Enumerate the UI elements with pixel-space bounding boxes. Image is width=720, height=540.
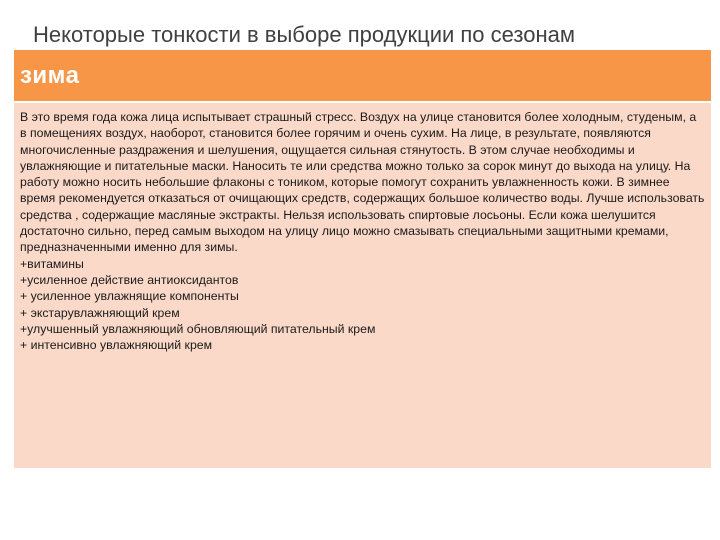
product-list xyxy=(20,256,705,354)
product-list-item: +улучшенный увлажняющий обновляющий питательный крем xyxy=(20,321,376,336)
product-list-item: + усиленное увлажнящие компоненты xyxy=(20,289,239,304)
product-list-item: +усиленное действие антиоксидантов xyxy=(20,272,239,287)
season-description: В это время года кожа лица испытывает страшный стресс. Воздух на улице становится более холодным, студеным, а в помещениях воздух, наоборот, становится более горячим и очень сухим. На лице, в результате, появляются многочисленные раздражения и шелушения, ощущается сильная стянутость. В этом случае необходимы и увлажняющие и питательные маски. Наносить те или средства можно только за сорок минут до выхода на улицу. На работу можно носить небольшие флаконы с тоником, которые помогут сохранить увлажненность кожи. В зимнее время рекомендуется отказаться от очищающих средств, содержащих большое количество воды. Лучше использовать средства , содержащие масляные экстракты. Нельзя использовать спиртовые лосьоны. Если кожа шелушится достаточно сильно, перед самым выходом на улицу лицо можно смазывать специальными защитными кремами, предназначенными именно для зимы. xyxy=(20,110,705,255)
season-header xyxy=(14,50,711,103)
product-list-item: + экстарувлажняющий крем xyxy=(20,305,180,320)
slide-title: Некоторые тонкости в выборе продукции по сезонам xyxy=(33,22,575,47)
season-table xyxy=(14,50,711,468)
product-list-item: +витамины xyxy=(20,256,84,271)
product-list-item: + интенсивно увлажняющий крем xyxy=(20,338,213,353)
season-content xyxy=(14,103,711,468)
season-header-label: зима xyxy=(20,62,80,89)
